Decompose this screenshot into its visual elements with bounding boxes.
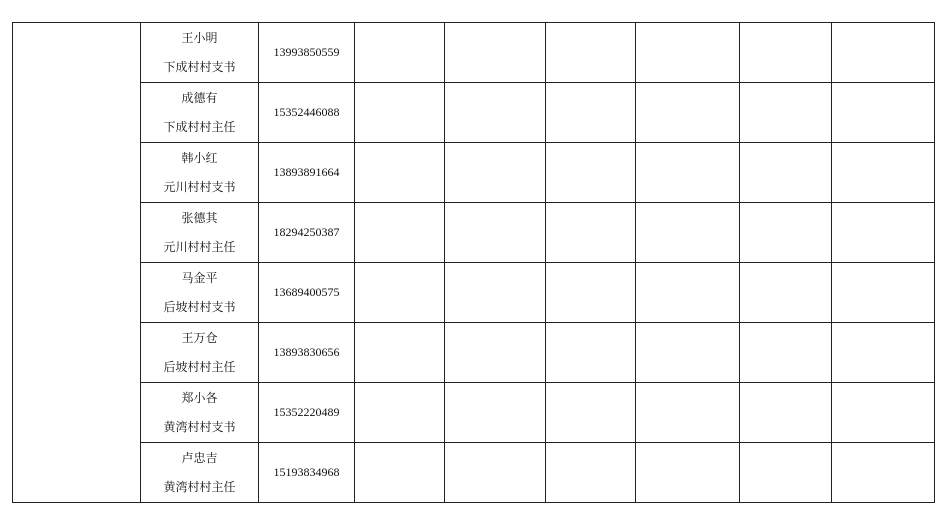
empty-cell xyxy=(445,23,546,83)
empty-cell xyxy=(636,203,740,263)
phone-cell: 15352446088 xyxy=(259,83,355,143)
name-cell xyxy=(141,383,259,443)
phone-cell: 13893891664 xyxy=(259,143,355,203)
person-name: 马金平 xyxy=(181,270,218,285)
empty-cell xyxy=(355,383,445,443)
person-title: 后坡村村支书 xyxy=(163,299,236,314)
empty-cell xyxy=(740,143,832,203)
name-cell xyxy=(141,23,259,83)
empty-cell xyxy=(546,383,636,443)
table-row xyxy=(13,83,935,143)
name-cell xyxy=(141,263,259,323)
table-row xyxy=(13,23,935,83)
person-name: 王万仓 xyxy=(181,330,218,345)
phone-cell: 13993850559 xyxy=(259,23,355,83)
empty-cell xyxy=(445,143,546,203)
empty-cell xyxy=(445,383,546,443)
empty-cell xyxy=(546,23,636,83)
empty-cell xyxy=(832,443,935,503)
empty-cell xyxy=(355,83,445,143)
person-name: 郑小各 xyxy=(181,390,218,405)
empty-cell xyxy=(355,203,445,263)
empty-cell xyxy=(832,263,935,323)
empty-cell xyxy=(546,443,636,503)
empty-cell xyxy=(740,323,832,383)
empty-cell xyxy=(740,23,832,83)
person-title: 后坡村村主任 xyxy=(163,359,236,374)
person-title: 元川村村支书 xyxy=(163,179,236,194)
empty-cell xyxy=(546,203,636,263)
empty-cell xyxy=(445,263,546,323)
table-row xyxy=(13,383,935,443)
empty-cell xyxy=(832,323,935,383)
empty-cell xyxy=(355,323,445,383)
phone-cell: 15193834968 xyxy=(259,443,355,503)
empty-cell xyxy=(832,383,935,443)
empty-cell xyxy=(636,263,740,323)
person-title: 黄湾村村支书 xyxy=(163,419,236,434)
empty-cell xyxy=(445,443,546,503)
name-cell xyxy=(141,83,259,143)
name-cell xyxy=(141,323,259,383)
person-name: 张德其 xyxy=(181,210,218,225)
empty-cell xyxy=(832,203,935,263)
empty-cell xyxy=(740,203,832,263)
name-cell xyxy=(141,143,259,203)
person-title: 黄湾村村主任 xyxy=(163,479,236,494)
table-row xyxy=(13,143,935,203)
table-row xyxy=(13,203,935,263)
empty-cell xyxy=(636,83,740,143)
person-title: 元川村村主任 xyxy=(163,239,236,254)
empty-cell xyxy=(355,23,445,83)
empty-cell xyxy=(832,83,935,143)
table-row xyxy=(13,263,935,323)
empty-cell xyxy=(445,203,546,263)
empty-cell xyxy=(740,443,832,503)
empty-cell xyxy=(832,23,935,83)
person-name: 王小明 xyxy=(181,30,218,45)
person-title: 下成村村支书 xyxy=(163,59,236,74)
person-name: 成德有 xyxy=(181,90,218,105)
contact-table xyxy=(12,22,935,503)
empty-cell xyxy=(546,83,636,143)
person-name: 韩小红 xyxy=(181,150,218,165)
empty-cell xyxy=(355,263,445,323)
empty-cell xyxy=(445,323,546,383)
name-cell xyxy=(141,203,259,263)
empty-cell xyxy=(636,383,740,443)
empty-cell xyxy=(636,443,740,503)
empty-cell xyxy=(740,263,832,323)
person-name: 卢忠吉 xyxy=(181,450,218,465)
empty-cell xyxy=(636,143,740,203)
empty-cell xyxy=(445,83,546,143)
empty-cell xyxy=(636,23,740,83)
empty-cell xyxy=(636,323,740,383)
empty-cell xyxy=(740,383,832,443)
table-row xyxy=(13,443,935,503)
empty-cell xyxy=(832,143,935,203)
empty-cell xyxy=(546,263,636,323)
name-cell xyxy=(141,443,259,503)
phone-cell: 18294250387 xyxy=(259,203,355,263)
person-title: 下成村村主任 xyxy=(163,119,236,134)
phone-cell: 13893830656 xyxy=(259,323,355,383)
empty-cell xyxy=(546,323,636,383)
empty-cell xyxy=(355,143,445,203)
empty-cell xyxy=(546,143,636,203)
merged-blank-cell xyxy=(13,23,141,503)
phone-cell: 13689400575 xyxy=(259,263,355,323)
phone-cell: 15352220489 xyxy=(259,383,355,443)
empty-cell xyxy=(355,443,445,503)
table-row xyxy=(13,323,935,383)
empty-cell xyxy=(740,83,832,143)
